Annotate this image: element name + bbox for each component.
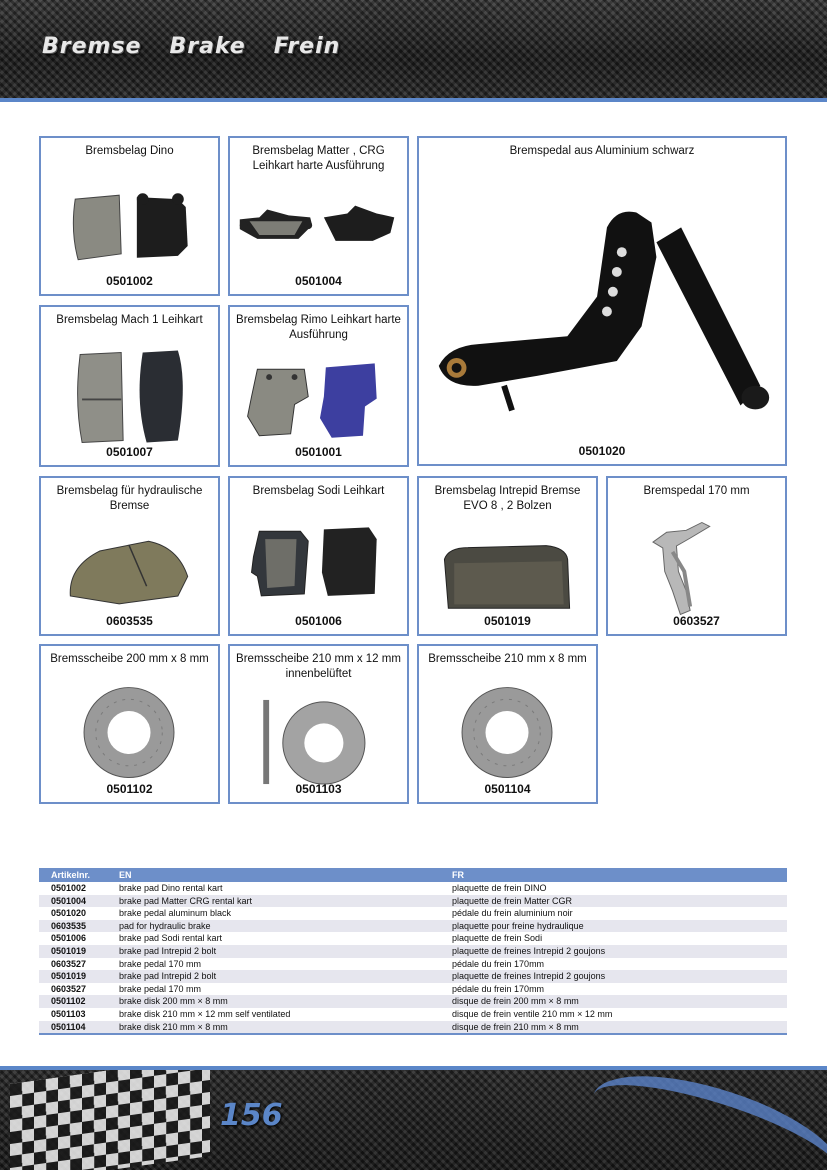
- cell-fr: disque de frein 210 mm × 8 mm: [452, 1021, 579, 1032]
- product-title: Bremsbelag Sodi Leihkart: [252, 485, 385, 497]
- cell-en: brake pad Intrepid 2 bolt: [119, 971, 217, 982]
- product-code: 0501103: [295, 782, 342, 796]
- cell-fr: plaquette de frein DINO: [452, 883, 547, 893]
- cell-article: 0501020: [51, 908, 87, 919]
- product-title: Bremsbelag für hydraulische Bremse: [56, 485, 203, 512]
- product-code: 0501004: [295, 274, 342, 288]
- cell-article: 0501019: [51, 945, 87, 956]
- table-row: [39, 895, 787, 908]
- cell-en: brake pedal aluminum black: [119, 908, 232, 919]
- cell-en: brake pad Matter CRG rental kart: [119, 895, 253, 906]
- page-header: [0, 0, 827, 98]
- cell-fr: disque de frein ventile 210 mm × 12 mm: [452, 1008, 613, 1019]
- cell-article: 0501103: [51, 1008, 86, 1019]
- product-title: Bremsbelag Rimo Leihkart harte Ausführung: [236, 314, 401, 341]
- cell-en: pad for hydraulic brake: [119, 920, 211, 931]
- product-title: Bremsbelag Matter , CRG Leihkart harte Ausführung: [252, 145, 385, 172]
- header-title-en: Brake: [169, 34, 246, 59]
- header-article: Artikelnr.: [51, 870, 91, 880]
- product-card: [39, 644, 220, 804]
- product-card: [39, 305, 220, 467]
- product-card: [228, 136, 409, 296]
- cell-fr: plaquette de freines Intrepid 2 goujons: [452, 945, 606, 956]
- product-card: [606, 476, 787, 636]
- table-row: [39, 932, 787, 945]
- cell-fr: pédale du frein 170mm: [452, 958, 545, 969]
- table-header: [39, 868, 787, 882]
- cell-article: 0501104: [51, 1021, 86, 1032]
- page-number: 156: [220, 1098, 283, 1133]
- cell-article: 0603527: [51, 983, 87, 994]
- checkered-flag-icon: [10, 1070, 210, 1170]
- header-stripe: [0, 98, 827, 102]
- product-card: [417, 476, 598, 636]
- product-code: 0501006: [295, 614, 342, 628]
- product-card: [417, 136, 787, 466]
- product-image: [419, 159, 785, 464]
- cell-article: 0501102: [51, 996, 86, 1007]
- cell-en: brake disk 210 mm × 8 mm: [119, 1021, 228, 1032]
- table-row: [39, 1021, 787, 1034]
- table-row: [39, 1008, 787, 1021]
- header-fr: FR: [452, 870, 464, 880]
- cell-article: 0501006: [51, 933, 87, 944]
- cell-article: 0603527: [51, 958, 87, 969]
- cell-article: 0501002: [51, 883, 87, 893]
- product-code: 0501019: [484, 614, 531, 628]
- product-code: 0501001: [295, 445, 342, 459]
- cell-article: 0501019: [51, 971, 87, 982]
- cell-fr: pédale du frein 170mm: [452, 983, 545, 994]
- table-row: [39, 983, 787, 996]
- product-title: Bremsscheibe 200 mm x 8 mm: [50, 653, 209, 665]
- cell-en: brake pad Sodi rental kart: [119, 933, 223, 944]
- table-row: [39, 945, 787, 958]
- table-row: [39, 970, 787, 983]
- header-title-fr: Frein: [273, 34, 341, 59]
- header-title-de: Bremse: [42, 34, 142, 59]
- product-code: 0501104: [484, 782, 531, 796]
- product-title: Bremsbelag Mach 1 Leihkart: [56, 314, 203, 326]
- table-row: [39, 995, 787, 1008]
- product-code: 0501002: [106, 274, 153, 288]
- header-en: EN: [119, 870, 132, 880]
- table-row: [39, 920, 787, 933]
- product-code: 0501007: [106, 445, 153, 459]
- product-code: 0603535: [106, 614, 153, 628]
- product-code: 0501020: [578, 444, 626, 458]
- product-card: [228, 476, 409, 636]
- cell-fr: disque de frein 200 mm × 8 mm: [452, 996, 579, 1007]
- product-title: Bremspedal aus Aluminium schwarz: [509, 145, 695, 157]
- cell-en: brake disk 210 mm × 12 mm self ventilated: [119, 1008, 291, 1019]
- cell-fr: plaquette pour freine hydraulique: [452, 920, 584, 931]
- product-title: Bremsscheibe 210 mm x 12 mm innenbelüftet: [236, 653, 401, 680]
- product-card: [39, 136, 220, 296]
- cell-fr: plaquette de frein Sodi: [452, 933, 543, 944]
- cell-article: 0603535: [51, 920, 87, 931]
- product-title: Bremsscheibe 210 mm x 8 mm: [428, 653, 587, 665]
- table-row: [39, 907, 787, 920]
- article-table: [39, 868, 787, 1035]
- table-row: [39, 882, 787, 895]
- cell-fr: plaquette de frein Matter CGR: [452, 895, 573, 906]
- product-card: [417, 644, 598, 804]
- cell-en: brake pedal 170 mm: [119, 983, 202, 994]
- cell-en: brake pedal 170 mm: [119, 958, 202, 969]
- brake-pedal-black-icon: [419, 159, 785, 464]
- header-titles: [42, 34, 340, 59]
- cell-fr: pédale du frein aluminium noir: [452, 908, 573, 919]
- swoosh-decoration: [579, 1070, 827, 1170]
- product-title: Bremsbelag Intrepid Bremse EVO 8 , 2 Bolzen: [434, 485, 581, 512]
- cell-en: brake disk 200 mm × 8 mm: [119, 996, 228, 1007]
- cell-fr: plaquette de freines Intrepid 2 goujons: [452, 971, 606, 982]
- product-card: [39, 476, 220, 636]
- cell-article: 0501004: [51, 895, 87, 906]
- page-footer: [0, 1070, 827, 1170]
- product-title: Bremspedal 170 mm: [643, 485, 750, 497]
- product-code: 0501102: [106, 782, 153, 796]
- product-title: Bremsbelag Dino: [85, 145, 174, 157]
- table-row: [39, 958, 787, 971]
- cell-en: brake pad Intrepid 2 bolt: [119, 945, 217, 956]
- product-code: 0603527: [673, 614, 720, 628]
- product-card: [228, 644, 409, 804]
- product-card: [228, 305, 409, 467]
- cell-en: brake pad Dino rental kart: [119, 883, 223, 893]
